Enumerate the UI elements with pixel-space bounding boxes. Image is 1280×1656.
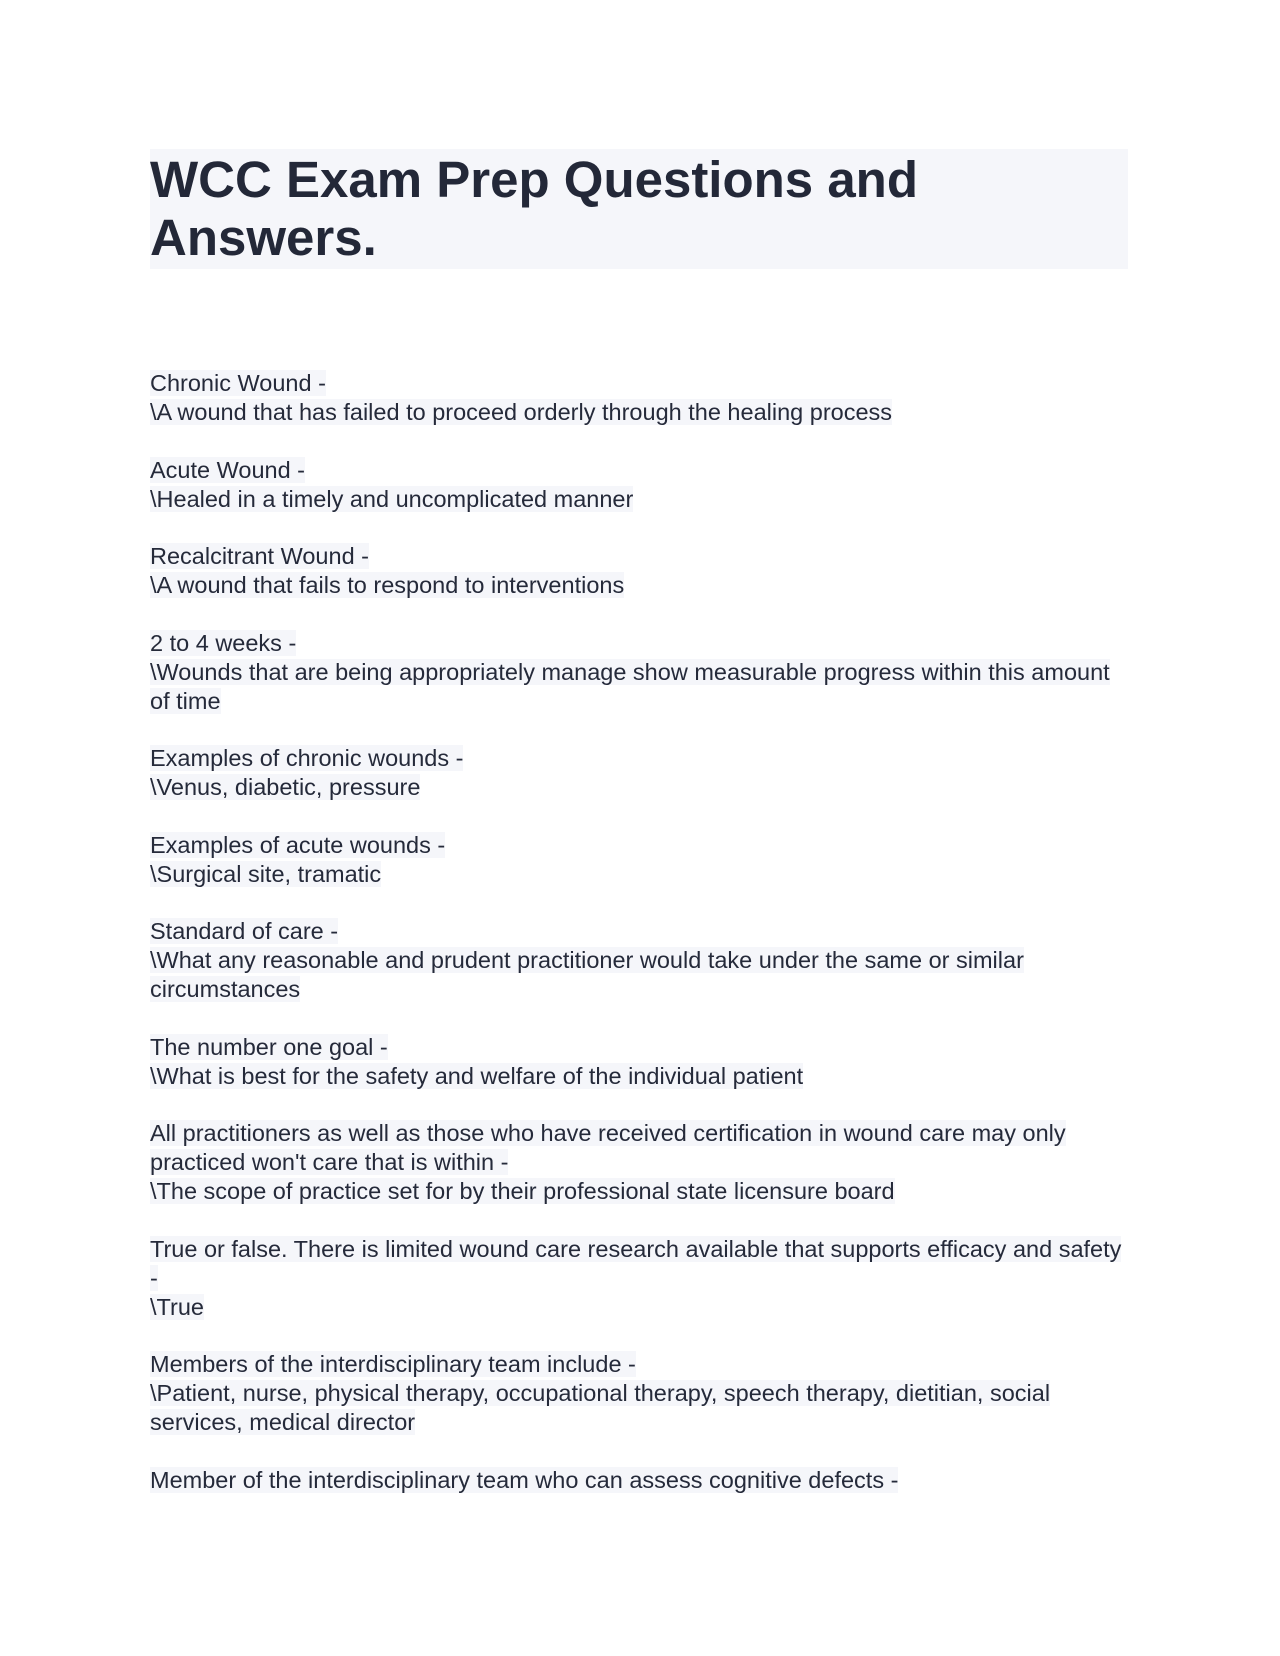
question-text: Members of the interdisciplinary team include - — [150, 1351, 636, 1377]
question-text: Member of the interdisciplinary team who can assess cognitive defects - — [150, 1466, 899, 1493]
qa-item — [150, 1033, 1128, 1091]
question-text: All practitioners as well as those who have received certification in wound care may only practiced won't care that is within - — [150, 1120, 1066, 1175]
answer-text: \Patient, nurse, physical therapy, occupational therapy, speech therapy, dietitian, social services, medical director — [150, 1380, 1051, 1435]
qa-item — [150, 1119, 1128, 1206]
answer-text: \True — [150, 1293, 204, 1320]
answer-text: \The scope of practice set for by their professional state licensure board — [150, 1178, 895, 1204]
qa-item — [150, 917, 1128, 1004]
answer-text: \A wound that fails to respond to interventions — [150, 572, 625, 598]
qa-item — [150, 1466, 1128, 1495]
answer-text: \What any reasonable and prudent practitioner would take under the same or similar circumstances — [150, 947, 1024, 1002]
answer-text: \A wound that has failed to proceed orderly through the healing process — [150, 399, 893, 425]
question-text: Chronic Wound - — [150, 370, 326, 396]
question-text: Examples of acute wounds - — [150, 831, 446, 858]
qa-item — [150, 456, 1128, 514]
qa-item — [150, 1350, 1128, 1437]
answer-text: \Surgical site, tramatic — [150, 860, 382, 887]
qa-item — [150, 744, 1128, 802]
question-text: Acute Wound - — [150, 456, 306, 483]
answer-text: \Wounds that are being appropriately manage show measurable progress within this amount of time — [150, 658, 1110, 714]
question-text: Examples of chronic wounds - — [150, 745, 464, 771]
qa-item — [150, 1235, 1128, 1322]
qa-item — [150, 629, 1128, 716]
answer-text: \Healed in a timely and uncomplicated manner — [150, 485, 634, 512]
question-text: Standard of care - — [150, 918, 339, 944]
qa-list — [150, 369, 1128, 1495]
answer-text: \Venus, diabetic, pressure — [150, 774, 421, 800]
question-text: Recalcitrant Wound - — [150, 543, 369, 569]
question-text: True or false. There is limited wound care research available that supports efficacy and safety - — [150, 1235, 1122, 1291]
answer-text: \What is best for the safety and welfare of the individual patient — [150, 1062, 804, 1089]
question-text: 2 to 4 weeks - — [150, 629, 297, 656]
qa-item — [150, 831, 1128, 889]
qa-item — [150, 369, 1128, 427]
question-text: The number one goal - — [150, 1033, 388, 1060]
document-page — [150, 149, 1128, 1523]
document-title: WCC Exam Prep Questions and Answers. — [150, 149, 1128, 269]
qa-item — [150, 542, 1128, 600]
